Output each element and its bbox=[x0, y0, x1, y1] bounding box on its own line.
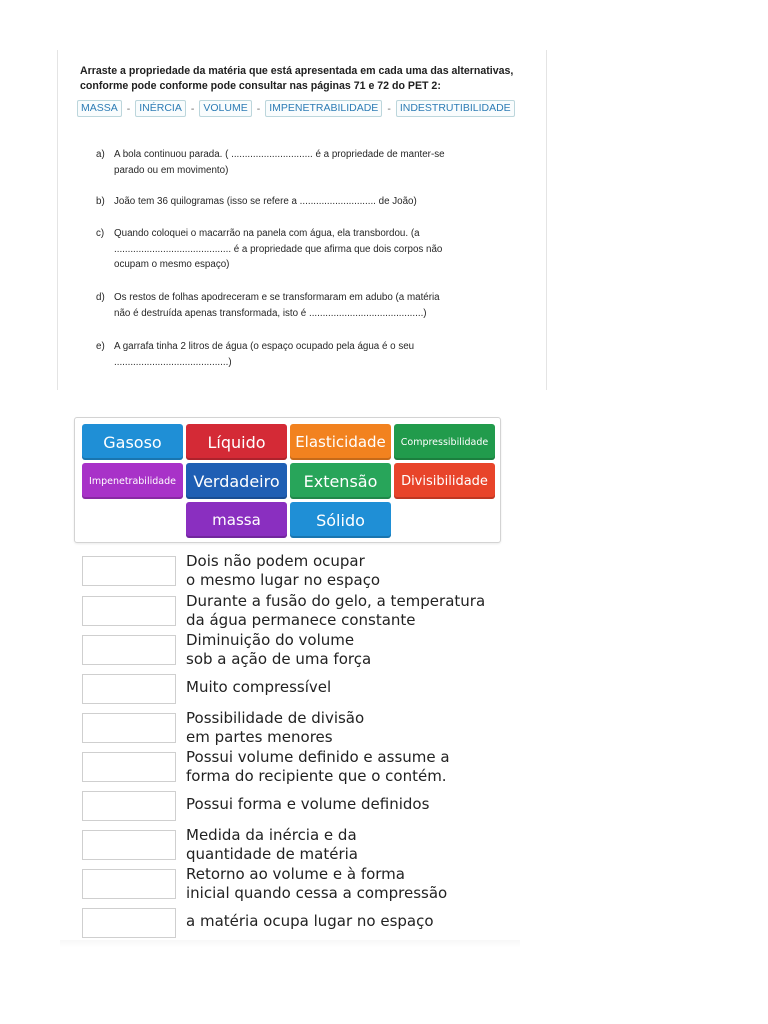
question-letter: d) bbox=[96, 292, 105, 303]
tile-liquido[interactable]: Líquido bbox=[186, 424, 287, 460]
match-row bbox=[74, 631, 514, 667]
drop-slot[interactable] bbox=[82, 635, 176, 665]
row-text-line: sob a ação de uma força bbox=[186, 650, 372, 668]
row-text-line: Possibilidade de divisão bbox=[186, 709, 365, 727]
row-text-line: a matéria ocupa lugar no espaço bbox=[186, 912, 434, 930]
row-description bbox=[186, 678, 516, 697]
chip-separator: - bbox=[387, 102, 391, 115]
chip-separator: - bbox=[190, 102, 195, 115]
drop-slot[interactable] bbox=[82, 674, 176, 704]
question-text: João tem 36 quilogramas (isso se refere a ............................ de João) bbox=[114, 196, 417, 207]
row-description bbox=[186, 552, 516, 590]
question-letter: a) bbox=[96, 149, 105, 160]
drop-slot[interactable] bbox=[82, 869, 176, 899]
match-row bbox=[74, 592, 514, 628]
question-text: Os restos de folhas apodreceram e se transformaram em adubo (a matéria bbox=[114, 292, 440, 303]
match-row bbox=[74, 865, 514, 901]
bottom-fade bbox=[60, 940, 520, 948]
drop-slot[interactable] bbox=[82, 830, 176, 860]
row-description bbox=[186, 912, 516, 931]
drop-slot[interactable] bbox=[82, 713, 176, 743]
chip-massa: MASSA bbox=[77, 100, 122, 117]
chip-volume: VOLUME bbox=[199, 100, 251, 117]
drop-slot[interactable] bbox=[82, 556, 176, 586]
row-text-line: forma do recipiente que o contém. bbox=[186, 767, 447, 785]
row-text-line: Dois não podem ocupar bbox=[186, 552, 365, 570]
match-row bbox=[74, 670, 514, 706]
tile-solido[interactable]: Sólido bbox=[290, 502, 391, 538]
row-text-line: em partes menores bbox=[186, 728, 333, 746]
tile-elasticidade[interactable]: Elasticidade bbox=[290, 424, 391, 460]
tile-massa[interactable]: massa bbox=[186, 502, 287, 538]
question-text: A garrafa tinha 2 litros de água (o espaço ocupado pela água é o seu bbox=[114, 341, 415, 352]
row-description bbox=[186, 826, 516, 864]
row-text-line: Muito compressível bbox=[186, 678, 332, 696]
drop-slot[interactable] bbox=[82, 908, 176, 938]
worksheet-panel bbox=[57, 50, 547, 390]
row-text-line: Medida da inércia e da bbox=[186, 826, 357, 844]
question-text: A bola continuou parada. ( .............................. é a propriedade de manter-se bbox=[114, 149, 445, 160]
chip-inercia: INÉRCIA bbox=[135, 100, 186, 117]
row-description bbox=[186, 865, 516, 903]
row-description bbox=[186, 592, 516, 630]
row-text-line: Retorno ao volume e à forma bbox=[186, 865, 405, 883]
row-text-line: Durante a fusão do gelo, a temperatura bbox=[186, 592, 486, 610]
match-row bbox=[74, 552, 514, 588]
question-text: parado ou em movimento) bbox=[114, 164, 229, 176]
drop-slot[interactable] bbox=[82, 752, 176, 782]
match-row bbox=[74, 826, 514, 862]
match-row bbox=[74, 787, 514, 823]
tile-verdadeiro[interactable]: Verdadeiro bbox=[186, 463, 287, 499]
chip-impenetrabilidade: IMPENETRABILIDADE bbox=[265, 100, 382, 117]
question-text: ocupam o mesmo espaço) bbox=[114, 259, 230, 270]
drop-slot[interactable] bbox=[82, 791, 176, 821]
question-text: ..........................................) bbox=[114, 356, 232, 368]
chip-separator: - bbox=[256, 102, 261, 115]
question-d bbox=[96, 290, 536, 321]
row-description bbox=[186, 631, 516, 669]
question-text: ........................................... é a propriedade que afirma que dois corpos não bbox=[114, 243, 443, 255]
match-row bbox=[74, 709, 514, 745]
question-text: Quando coloquei o macarrão na panela com água, ela transbordou. (a bbox=[114, 228, 420, 239]
chip-separator: - bbox=[126, 102, 131, 115]
question-a bbox=[96, 147, 536, 178]
row-text-line: da água permanece constante bbox=[186, 611, 416, 629]
question-letter: c) bbox=[96, 228, 105, 239]
question-b bbox=[96, 194, 536, 210]
row-description bbox=[186, 709, 516, 747]
worksheet-title: Arraste a propriedade da matéria que está apresentada em cada uma das alternativas, conforme pode conforme pode consultar nas páginas 71 e 72 do PET 2: bbox=[80, 65, 514, 92]
chip-indestrutibilidade: INDESTRUTIBILIDADE bbox=[396, 100, 515, 117]
match-row bbox=[74, 748, 514, 784]
tile-extensao[interactable]: Extensão bbox=[290, 463, 391, 499]
answer-tile-bank bbox=[74, 417, 501, 543]
row-text-line: Diminuição do volume bbox=[186, 631, 355, 649]
row-text-line: inicial quando cessa a compressão bbox=[186, 884, 448, 902]
row-text-line: Possui volume definido e assume a bbox=[186, 748, 450, 766]
tile-compressibilidade[interactable]: Compressibilidade bbox=[394, 424, 495, 460]
question-c bbox=[96, 226, 536, 273]
tile-gasoso[interactable]: Gasoso bbox=[82, 424, 183, 460]
question-e bbox=[96, 339, 536, 370]
property-chip-list bbox=[77, 100, 515, 117]
question-text: não é destruída apenas transformada, isto é ..........................................) bbox=[114, 307, 427, 319]
row-description bbox=[186, 748, 516, 786]
drop-slot[interactable] bbox=[82, 596, 176, 626]
row-text-line: o mesmo lugar no espaço bbox=[186, 571, 381, 589]
tile-impenetrabilidade[interactable]: Impenetrabilidade bbox=[82, 463, 183, 499]
row-text-line: Possui forma e volume definidos bbox=[186, 795, 430, 813]
row-description bbox=[186, 795, 516, 814]
question-letter: e) bbox=[96, 341, 105, 352]
match-row bbox=[74, 904, 514, 940]
question-letter: b) bbox=[96, 196, 105, 207]
row-text-line: quantidade de matéria bbox=[186, 845, 358, 863]
tile-divisibilidade[interactable]: Divisibilidade bbox=[394, 463, 495, 499]
